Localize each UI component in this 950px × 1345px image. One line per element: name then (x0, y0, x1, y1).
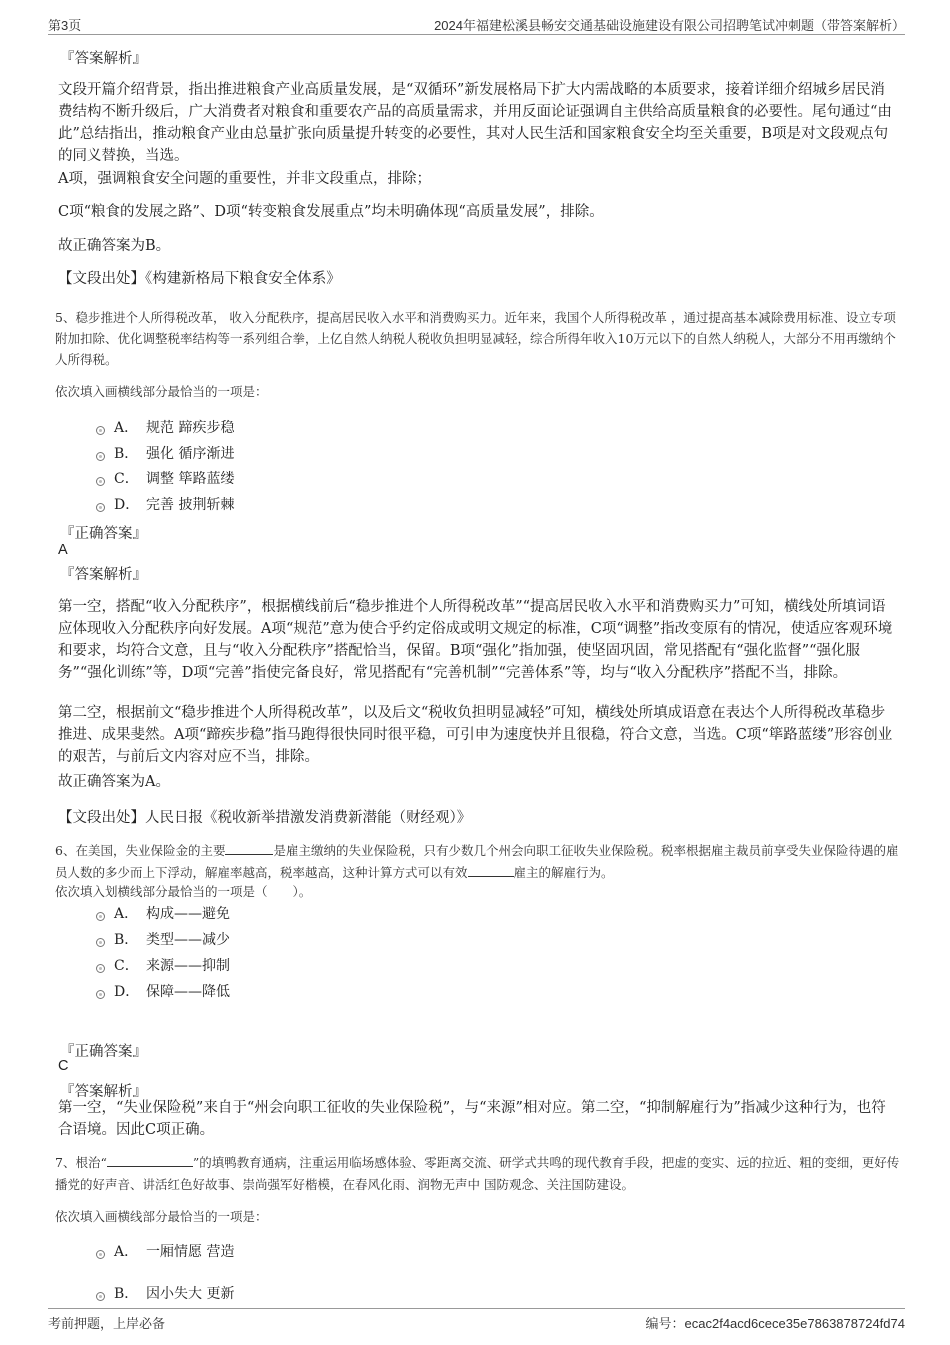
q6-analysis-label: 『答案解析』 (60, 1084, 147, 1100)
q5-stem: 5、稳步推进个人所得税改革， 收入分配秩序，提高居民收入水平和消费购买力。近年来，我国个人所得税改革 ，通过提高基本减除费用标准、设立专项附加扣除、优化调整税率结构等一系列组合拳，上亿自然人纳税人税收负担明显减轻，综合所得年收入10万元以下的自然人纳税人，大部分不用再缴纳个人所得税。 (55, 310, 896, 367)
footer-code-label: 编号： (645, 1316, 685, 1331)
q5-analysis-p3: 故正确答案为A。 (58, 774, 170, 790)
q4-analysis-p3: C项“粮食的发展之路”、D项“转变粮食发展重点”均未明确体现“高质量发展”，排除。 (58, 204, 604, 220)
q5-analysis-p2: 第二空，根据前文“稳步推进个人所得税改革”，以及后文“税收负担明显减轻”可知，横线处所填成语意在表达个人所得税改革稳步推进、成果斐然。A项“蹄疾步稳”指马跑得很快同时很平稳，可引申为速度快并且很稳，符合文意，当选。C项“筚路蓝缕”形容创业的艰苦，与前后文内容对应不当，排除。 (58, 705, 893, 765)
q6-stem: 6、在美国，失业保险金的主要 是雇主缴纳的失业保险税，只有少数几个州会向职工征收失业保险税。税率根据雇主裁员前享受失业保险待遇的雇员人数的多少而上下浮动，解雇率越高，税率越高，这种计算方式可以有效 雇主的解雇行为。 (55, 843, 899, 880)
footer-code-value: ecac2f4acd6cece35e7863878724fd74 (684, 1316, 905, 1331)
radio-icon[interactable] (96, 503, 105, 512)
q5-answer: A (58, 542, 68, 558)
radio-icon[interactable] (96, 426, 105, 435)
radio-icon[interactable] (96, 477, 105, 486)
q4-analysis-label: 『答案解析』 (60, 51, 147, 67)
footer-divider (48, 1308, 905, 1309)
radio-icon[interactable] (96, 1292, 105, 1301)
q4-analysis-p4: 故正确答案为B。 (58, 238, 171, 254)
header-divider (48, 34, 905, 35)
radio-icon[interactable] (96, 912, 105, 921)
q6-answer: C (58, 1058, 69, 1074)
document-title: 2024年福建松溪县畅安交通基础设施建设有限公司招聘笔试冲刺题（带答案解析） (434, 18, 905, 33)
q6-prompt: 依次填入划横线部分最恰当的一项是（ ）。 (55, 884, 312, 899)
q4-source: 【文段出处】《构建新格局下粮食安全体系》 (58, 271, 341, 287)
q6-answer-label: 『正确答案』 (60, 1044, 147, 1060)
q5-analysis-label: 『答案解析』 (60, 567, 147, 583)
q5-prompt: 依次填入画横线部分最恰当的一项是： (55, 384, 268, 399)
page-number: 第3页 (48, 18, 82, 33)
q5-answer-label: 『正确答案』 (60, 526, 147, 542)
q4-analysis-p1: 文段开篇介绍背景，指出推进粮食产业高质量发展，是“双循环”新发展格局下扩大内需战略的本质要求，接着详细介绍城乡居民消费结构不断升级后，广大消费者对粮食和重要农产品的高质量需求，并用反面论证强调自主供给高质量粮食的必要性。尾句通过“由此”总结指出，推动粮食产业由总量扩张向质量提升转变的必要性，其对人民生活和国家粮食安全均至关重要，B项是对文段观点句的同义替换，当选。 (58, 82, 892, 164)
q5-analysis-p1: 第一空，搭配“收入分配秩序”，根据横线前后“稳步推进个人所得税改革”“提高居民收入水平和消费购买力”可知，横线处所填词语应体现收入分配秩序向好发展。A项“规范”意为使合乎约定俗成或明文规定的标准，C项“调整”指改变原有的情况，使适应客观环境和要求，均符合文意，且与“收入分配秩序”搭配恰当，保留。B项“强化”指加强，使坚固巩固，常见搭配有“强化监督”“强化服务”“强化训练”等，D项“完善”指使完备良好，常见搭配有“完善机制”“完善体系”等，均与“收入分配秩序”搭配不当，排除。 (58, 599, 893, 681)
radio-icon[interactable] (96, 1250, 105, 1259)
q5-source: 【文段出处】人民日报《税收新举措激发消费新潜能（财经观）》 (58, 810, 472, 826)
radio-icon[interactable] (96, 990, 105, 999)
radio-icon[interactable] (96, 938, 105, 947)
q7-blank-1 (107, 1166, 193, 1167)
radio-icon[interactable] (96, 452, 105, 461)
radio-icon[interactable] (96, 964, 105, 973)
q6-blank-2 (468, 876, 514, 877)
q7-stem: 7、根治“ ”的填鸭教育通病，注重运用临场感体验、零距离交流、研学式共鸣的现代教育手段，把虚的变实、远的拉近、粗的变细，更好传播党的好声音、讲活红色好故事、崇尚强军好楷模，在春风化雨、润物无声中 国防观念、关注国防建设。 (55, 1155, 900, 1192)
q4-analysis-p2: A项，强调粮食安全问题的重要性，并非文段重点，排除； (58, 171, 431, 187)
q6-blank-1 (225, 854, 273, 855)
q7-prompt: 依次填入画横线部分最恰当的一项是： (55, 1209, 268, 1224)
q6-analysis: 第一空，“失业保险税”来自于“州会向职工征收的失业保险税”，与“来源”相对应。第二空，“抑制解雇行为”指减少这种行为，也符合语境。因此C项正确。 (58, 1100, 886, 1138)
footer-slogan: 考前押题，上岸必备 (48, 1316, 166, 1331)
footer-code (646, 1313, 906, 1332)
